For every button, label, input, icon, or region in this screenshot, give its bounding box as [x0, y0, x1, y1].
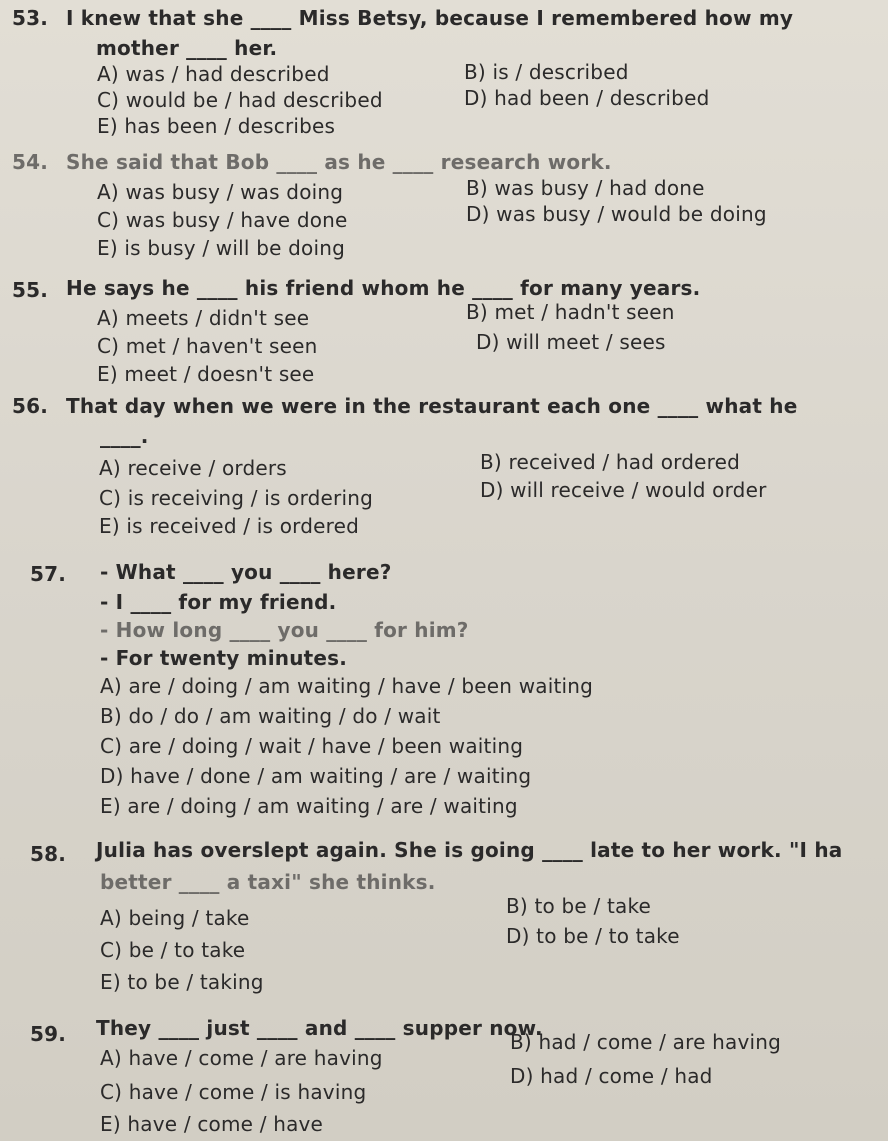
question-stem-cont: better ____ a taxi" she thinks.	[100, 870, 436, 894]
question-number: 58.	[30, 842, 67, 866]
option-c: C) are / doing / wait / have / been waiting	[100, 734, 524, 758]
question-number: 54.	[12, 150, 49, 174]
option-c: C) is receiving / is ordering	[99, 486, 374, 510]
option-a: A) receive / orders	[99, 456, 287, 480]
option-e: E) has been / describes	[97, 114, 336, 138]
option-b: B) is / described	[464, 60, 629, 84]
question-stem: Julia has overslept again. She is going ____ late to her work. "I ha	[96, 838, 843, 862]
option-e: E) is received / is ordered	[99, 514, 359, 538]
option-e: E) meet / doesn't see	[97, 362, 315, 386]
option-a: A) was busy / was doing	[97, 180, 344, 204]
option-d: D) to be / to take	[506, 924, 680, 948]
question-stem: She said that Bob ____ as he ____ research work.	[66, 150, 612, 174]
question-number: 57.	[30, 562, 67, 586]
option-c: C) have / come / is having	[100, 1080, 367, 1104]
option-c: C) be / to take	[100, 938, 246, 962]
option-c: C) was busy / have done	[97, 208, 348, 232]
question-number: 55.	[12, 278, 49, 302]
option-c: C) would be / had described	[97, 88, 383, 112]
option-a: A) have / come / are having	[100, 1046, 383, 1070]
option-a: A) being / take	[100, 906, 250, 930]
question-number: 53.	[12, 6, 49, 30]
option-b: B) do / do / am waiting / do / wait	[100, 704, 441, 728]
option-b: B) had / come / are having	[510, 1030, 782, 1054]
question-stem: That day when we were in the restaurant each one ____ what he	[66, 394, 798, 418]
question-stem: I knew that she ____ Miss Betsy, because I remembered how my	[66, 6, 794, 30]
option-a: A) meets / didn't see	[97, 306, 310, 330]
option-b: B) was busy / had done	[466, 176, 705, 200]
question-number: 59.	[30, 1022, 67, 1046]
option-d: D) will receive / would order	[480, 478, 767, 502]
option-d: D) was busy / would be doing	[466, 202, 767, 226]
option-a: A) are / doing / am waiting / have / been waiting	[100, 674, 594, 698]
option-b: B) to be / take	[506, 894, 652, 918]
question-stem: He says he ____ his friend whom he ____ for many years.	[66, 276, 701, 300]
option-d: D) had been / described	[464, 86, 710, 110]
option-b: B) met / hadn't seen	[466, 300, 675, 324]
option-b: B) received / had ordered	[480, 450, 740, 474]
question-stem-cont: mother ____ her.	[96, 36, 278, 60]
dialog-line: - For twenty minutes.	[100, 646, 348, 670]
option-e: E) are / doing / am waiting / are / waiting	[100, 794, 518, 818]
option-d: D) will meet / sees	[476, 330, 666, 354]
option-d: D) have / done / am waiting / are / waiting	[100, 764, 532, 788]
option-a: A) was / had described	[97, 62, 330, 86]
option-e: E) to be / taking	[100, 970, 264, 994]
question-stem: They ____ just ____ and ____ supper now.	[96, 1016, 543, 1040]
option-d: D) had / come / had	[510, 1064, 713, 1088]
question-stem-cont: ____.	[100, 424, 149, 448]
option-e: E) is busy / will be doing	[97, 236, 346, 260]
dialog-line: - I ____ for my friend.	[100, 590, 337, 614]
question-number: 56.	[12, 394, 49, 418]
option-c: C) met / haven't seen	[97, 334, 318, 358]
option-e: E) have / come / have	[100, 1112, 324, 1136]
dialog-line: - What ____ you ____ here?	[100, 560, 392, 584]
dialog-line: - How long ____ you ____ for him?	[100, 618, 469, 642]
